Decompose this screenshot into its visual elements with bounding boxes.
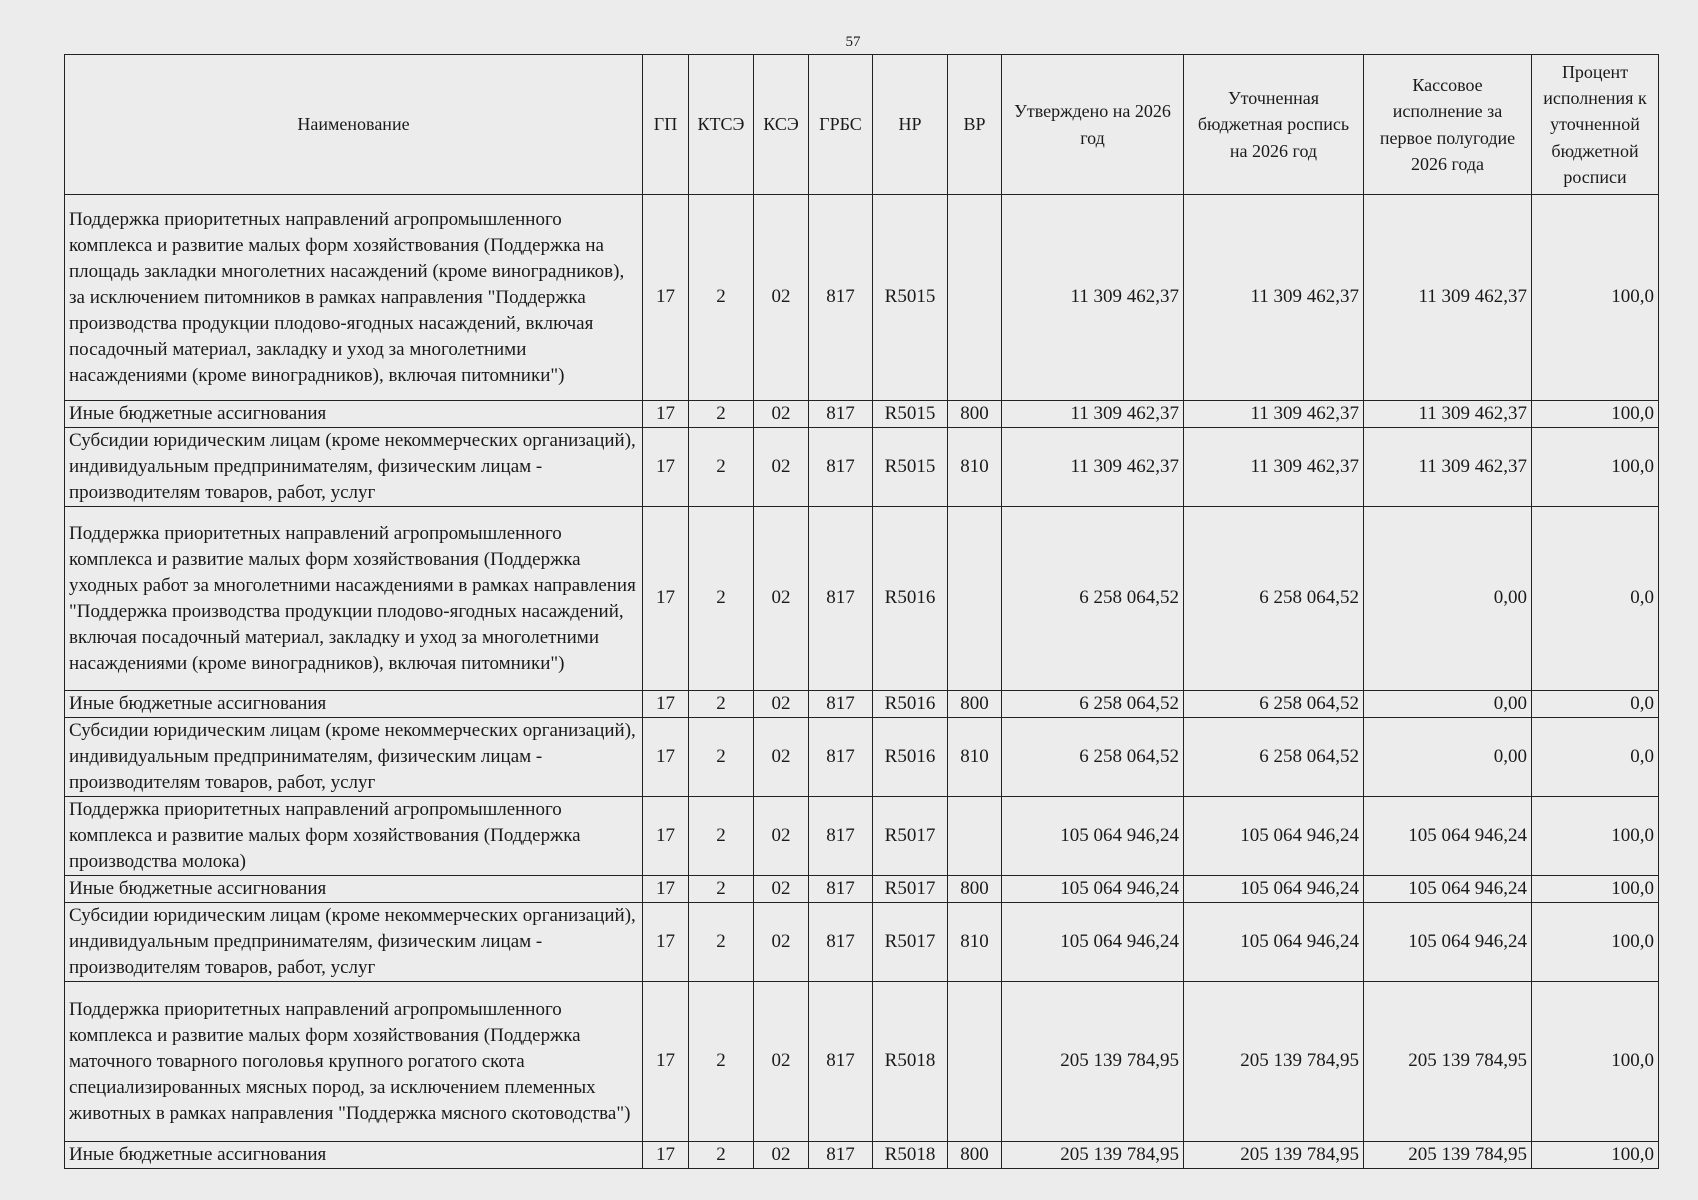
cell-refined: 205 139 784,95 [1184, 1142, 1364, 1169]
cell-name: Субсидии юридическим лицам (кроме некоммерческих организаций), индивидуальным предпринимателям, физическим лицам - производителям товаров, работ, услуг [65, 903, 643, 982]
cell-grbs: 817 [809, 195, 873, 401]
header-gp: ГП [643, 55, 689, 195]
cell-gp: 17 [643, 718, 689, 797]
cell-kse: 02 [754, 1142, 809, 1169]
cell-cash: 0,00 [1364, 718, 1532, 797]
cell-approved: 6 258 064,52 [1002, 718, 1184, 797]
cell-gp: 17 [643, 876, 689, 903]
budget-table [64, 54, 1659, 1169]
table-row [65, 691, 1659, 718]
cell-grbs: 817 [809, 507, 873, 691]
cell-refined: 6 258 064,52 [1184, 718, 1364, 797]
header-grbs: ГРБС [809, 55, 873, 195]
header-nr: НР [873, 55, 948, 195]
cell-ktse: 2 [689, 876, 754, 903]
cell-cash: 105 064 946,24 [1364, 797, 1532, 876]
cell-cash: 0,00 [1364, 507, 1532, 691]
cell-gp: 17 [643, 1142, 689, 1169]
cell-gp: 17 [643, 903, 689, 982]
cell-vr: 800 [948, 1142, 1002, 1169]
cell-approved: 105 064 946,24 [1002, 876, 1184, 903]
cell-approved: 105 064 946,24 [1002, 797, 1184, 876]
cell-refined: 6 258 064,52 [1184, 691, 1364, 718]
cell-refined: 105 064 946,24 [1184, 876, 1364, 903]
cell-grbs: 817 [809, 1142, 873, 1169]
cell-name: Иные бюджетные ассигнования [65, 1142, 643, 1169]
cell-name: Субсидии юридическим лицам (кроме некоммерческих организаций), индивидуальным предпринимателям, физическим лицам - производителям товаров, работ, услуг [65, 718, 643, 797]
cell-percent: 0,0 [1532, 507, 1659, 691]
cell-refined: 205 139 784,95 [1184, 982, 1364, 1142]
cell-cash: 11 309 462,37 [1364, 401, 1532, 428]
cell-percent: 0,0 [1532, 718, 1659, 797]
cell-refined: 105 064 946,24 [1184, 797, 1364, 876]
cell-gp: 17 [643, 797, 689, 876]
cell-kse: 02 [754, 903, 809, 982]
cell-nr: R5017 [873, 797, 948, 876]
cell-name: Иные бюджетные ассигнования [65, 876, 643, 903]
cell-grbs: 817 [809, 797, 873, 876]
table-row [65, 797, 1659, 876]
cell-percent: 100,0 [1532, 428, 1659, 507]
table-row [65, 876, 1659, 903]
cell-grbs: 817 [809, 903, 873, 982]
cell-kse: 02 [754, 718, 809, 797]
cell-percent: 100,0 [1532, 195, 1659, 401]
cell-ktse: 2 [689, 428, 754, 507]
header-refined: Уточненная бюджетная роспись на 2026 год [1184, 55, 1364, 195]
cell-vr [948, 507, 1002, 691]
cell-grbs: 817 [809, 718, 873, 797]
cell-percent: 100,0 [1532, 876, 1659, 903]
cell-approved: 11 309 462,37 [1002, 195, 1184, 401]
cell-grbs: 817 [809, 982, 873, 1142]
cell-nr: R5015 [873, 428, 948, 507]
cell-kse: 02 [754, 797, 809, 876]
table-row [65, 1142, 1659, 1169]
cell-refined: 11 309 462,37 [1184, 428, 1364, 507]
cell-name: Поддержка приоритетных направлений агропромышленного комплекса и развитие малых форм хозяйствования (Поддержка уходных работ за многолетними насаждениями в рамках направления "Поддержка производства продукции плодово-ягодных насаждений, включая посадочный материал, закладку и уход за многолетними насаждениями (кроме виноградников), включая питомники") [65, 507, 643, 691]
header-name: Наименование [65, 55, 643, 195]
cell-kse: 02 [754, 507, 809, 691]
cell-gp: 17 [643, 982, 689, 1142]
cell-refined: 11 309 462,37 [1184, 401, 1364, 428]
table-row [65, 428, 1659, 507]
cell-gp: 17 [643, 507, 689, 691]
cell-gp: 17 [643, 691, 689, 718]
cell-ktse: 2 [689, 401, 754, 428]
table-row [65, 982, 1659, 1142]
cell-vr: 800 [948, 876, 1002, 903]
cell-nr: R5016 [873, 718, 948, 797]
cell-percent: 0,0 [1532, 691, 1659, 718]
cell-cash: 11 309 462,37 [1364, 428, 1532, 507]
header-approved: Утверждено на 2026 год [1002, 55, 1184, 195]
cell-ktse: 2 [689, 718, 754, 797]
header-ktse: КТСЭ [689, 55, 754, 195]
cell-kse: 02 [754, 876, 809, 903]
table-body [65, 195, 1659, 1169]
cell-vr [948, 195, 1002, 401]
cell-vr [948, 982, 1002, 1142]
cell-approved: 6 258 064,52 [1002, 691, 1184, 718]
cell-nr: R5016 [873, 691, 948, 718]
cell-ktse: 2 [689, 507, 754, 691]
cell-vr [948, 797, 1002, 876]
table-row [65, 903, 1659, 982]
header-vr: ВР [948, 55, 1002, 195]
table-row [65, 401, 1659, 428]
cell-vr: 800 [948, 401, 1002, 428]
page-number: 57 [845, 34, 861, 50]
cell-nr: R5017 [873, 876, 948, 903]
cell-nr: R5017 [873, 903, 948, 982]
cell-name: Иные бюджетные ассигнования [65, 401, 643, 428]
cell-percent: 100,0 [1532, 1142, 1659, 1169]
cell-percent: 100,0 [1532, 401, 1659, 428]
cell-kse: 02 [754, 982, 809, 1142]
header-kse: КСЭ [754, 55, 809, 195]
cell-kse: 02 [754, 195, 809, 401]
cell-grbs: 817 [809, 401, 873, 428]
cell-approved: 11 309 462,37 [1002, 428, 1184, 507]
cell-nr: R5016 [873, 507, 948, 691]
cell-kse: 02 [754, 428, 809, 507]
cell-cash: 105 064 946,24 [1364, 903, 1532, 982]
cell-percent: 100,0 [1532, 982, 1659, 1142]
cell-gp: 17 [643, 428, 689, 507]
cell-approved: 11 309 462,37 [1002, 401, 1184, 428]
cell-refined: 6 258 064,52 [1184, 507, 1364, 691]
cell-ktse: 2 [689, 691, 754, 718]
cell-cash: 0,00 [1364, 691, 1532, 718]
cell-cash: 205 139 784,95 [1364, 1142, 1532, 1169]
cell-approved: 205 139 784,95 [1002, 982, 1184, 1142]
table-row [65, 718, 1659, 797]
cell-kse: 02 [754, 691, 809, 718]
cell-gp: 17 [643, 401, 689, 428]
cell-approved: 105 064 946,24 [1002, 903, 1184, 982]
cell-vr: 800 [948, 691, 1002, 718]
cell-kse: 02 [754, 401, 809, 428]
cell-cash: 105 064 946,24 [1364, 876, 1532, 903]
header-cash: Кассовое исполнение за первое полугодие 2026 года [1364, 55, 1532, 195]
cell-ktse: 2 [689, 797, 754, 876]
cell-ktse: 2 [689, 982, 754, 1142]
table-row [65, 195, 1659, 401]
cell-name: Иные бюджетные ассигнования [65, 691, 643, 718]
cell-name: Поддержка приоритетных направлений агропромышленного комплекса и развитие малых форм хозяйствования (Поддержка производства молока) [65, 797, 643, 876]
cell-name: Субсидии юридическим лицам (кроме некоммерческих организаций), индивидуальным предпринимателям, физическим лицам - производителям товаров, работ, услуг [65, 428, 643, 507]
header-row [65, 55, 1659, 195]
cell-ktse: 2 [689, 195, 754, 401]
cell-cash: 205 139 784,95 [1364, 982, 1532, 1142]
cell-approved: 6 258 064,52 [1002, 507, 1184, 691]
cell-refined: 11 309 462,37 [1184, 195, 1364, 401]
cell-vr: 810 [948, 428, 1002, 507]
cell-percent: 100,0 [1532, 797, 1659, 876]
cell-ktse: 2 [689, 1142, 754, 1169]
cell-grbs: 817 [809, 428, 873, 507]
cell-gp: 17 [643, 195, 689, 401]
cell-grbs: 817 [809, 691, 873, 718]
cell-name: Поддержка приоритетных направлений агропромышленного комплекса и развитие малых форм хозяйствования (Поддержка на площадь закладки многолетних насаждений (кроме виноградников), за исключением питомников в рамках направления "Поддержка производства продукции плодово-ягодных насаждений, включая посадочный материал, закладку и уход за многолетними насаждениями (кроме виноградников), включая питомники") [65, 195, 643, 401]
cell-ktse: 2 [689, 903, 754, 982]
cell-nr: R5015 [873, 195, 948, 401]
cell-nr: R5018 [873, 1142, 948, 1169]
cell-nr: R5018 [873, 982, 948, 1142]
cell-vr: 810 [948, 718, 1002, 797]
table-row [65, 507, 1659, 691]
header-percent: Процент исполнения к уточненной бюджетной росписи [1532, 55, 1659, 195]
cell-grbs: 817 [809, 876, 873, 903]
cell-name: Поддержка приоритетных направлений агропромышленного комплекса и развитие малых форм хозяйствования (Поддержка маточного товарного поголовья крупного рогатого скота специализированных мясных пород, за исключением племенных животных в рамках направления "Поддержка мясного скотоводства") [65, 982, 643, 1142]
cell-percent: 100,0 [1532, 903, 1659, 982]
cell-nr: R5015 [873, 401, 948, 428]
cell-refined: 105 064 946,24 [1184, 903, 1364, 982]
cell-vr: 810 [948, 903, 1002, 982]
cell-cash: 11 309 462,37 [1364, 195, 1532, 401]
cell-approved: 205 139 784,95 [1002, 1142, 1184, 1169]
